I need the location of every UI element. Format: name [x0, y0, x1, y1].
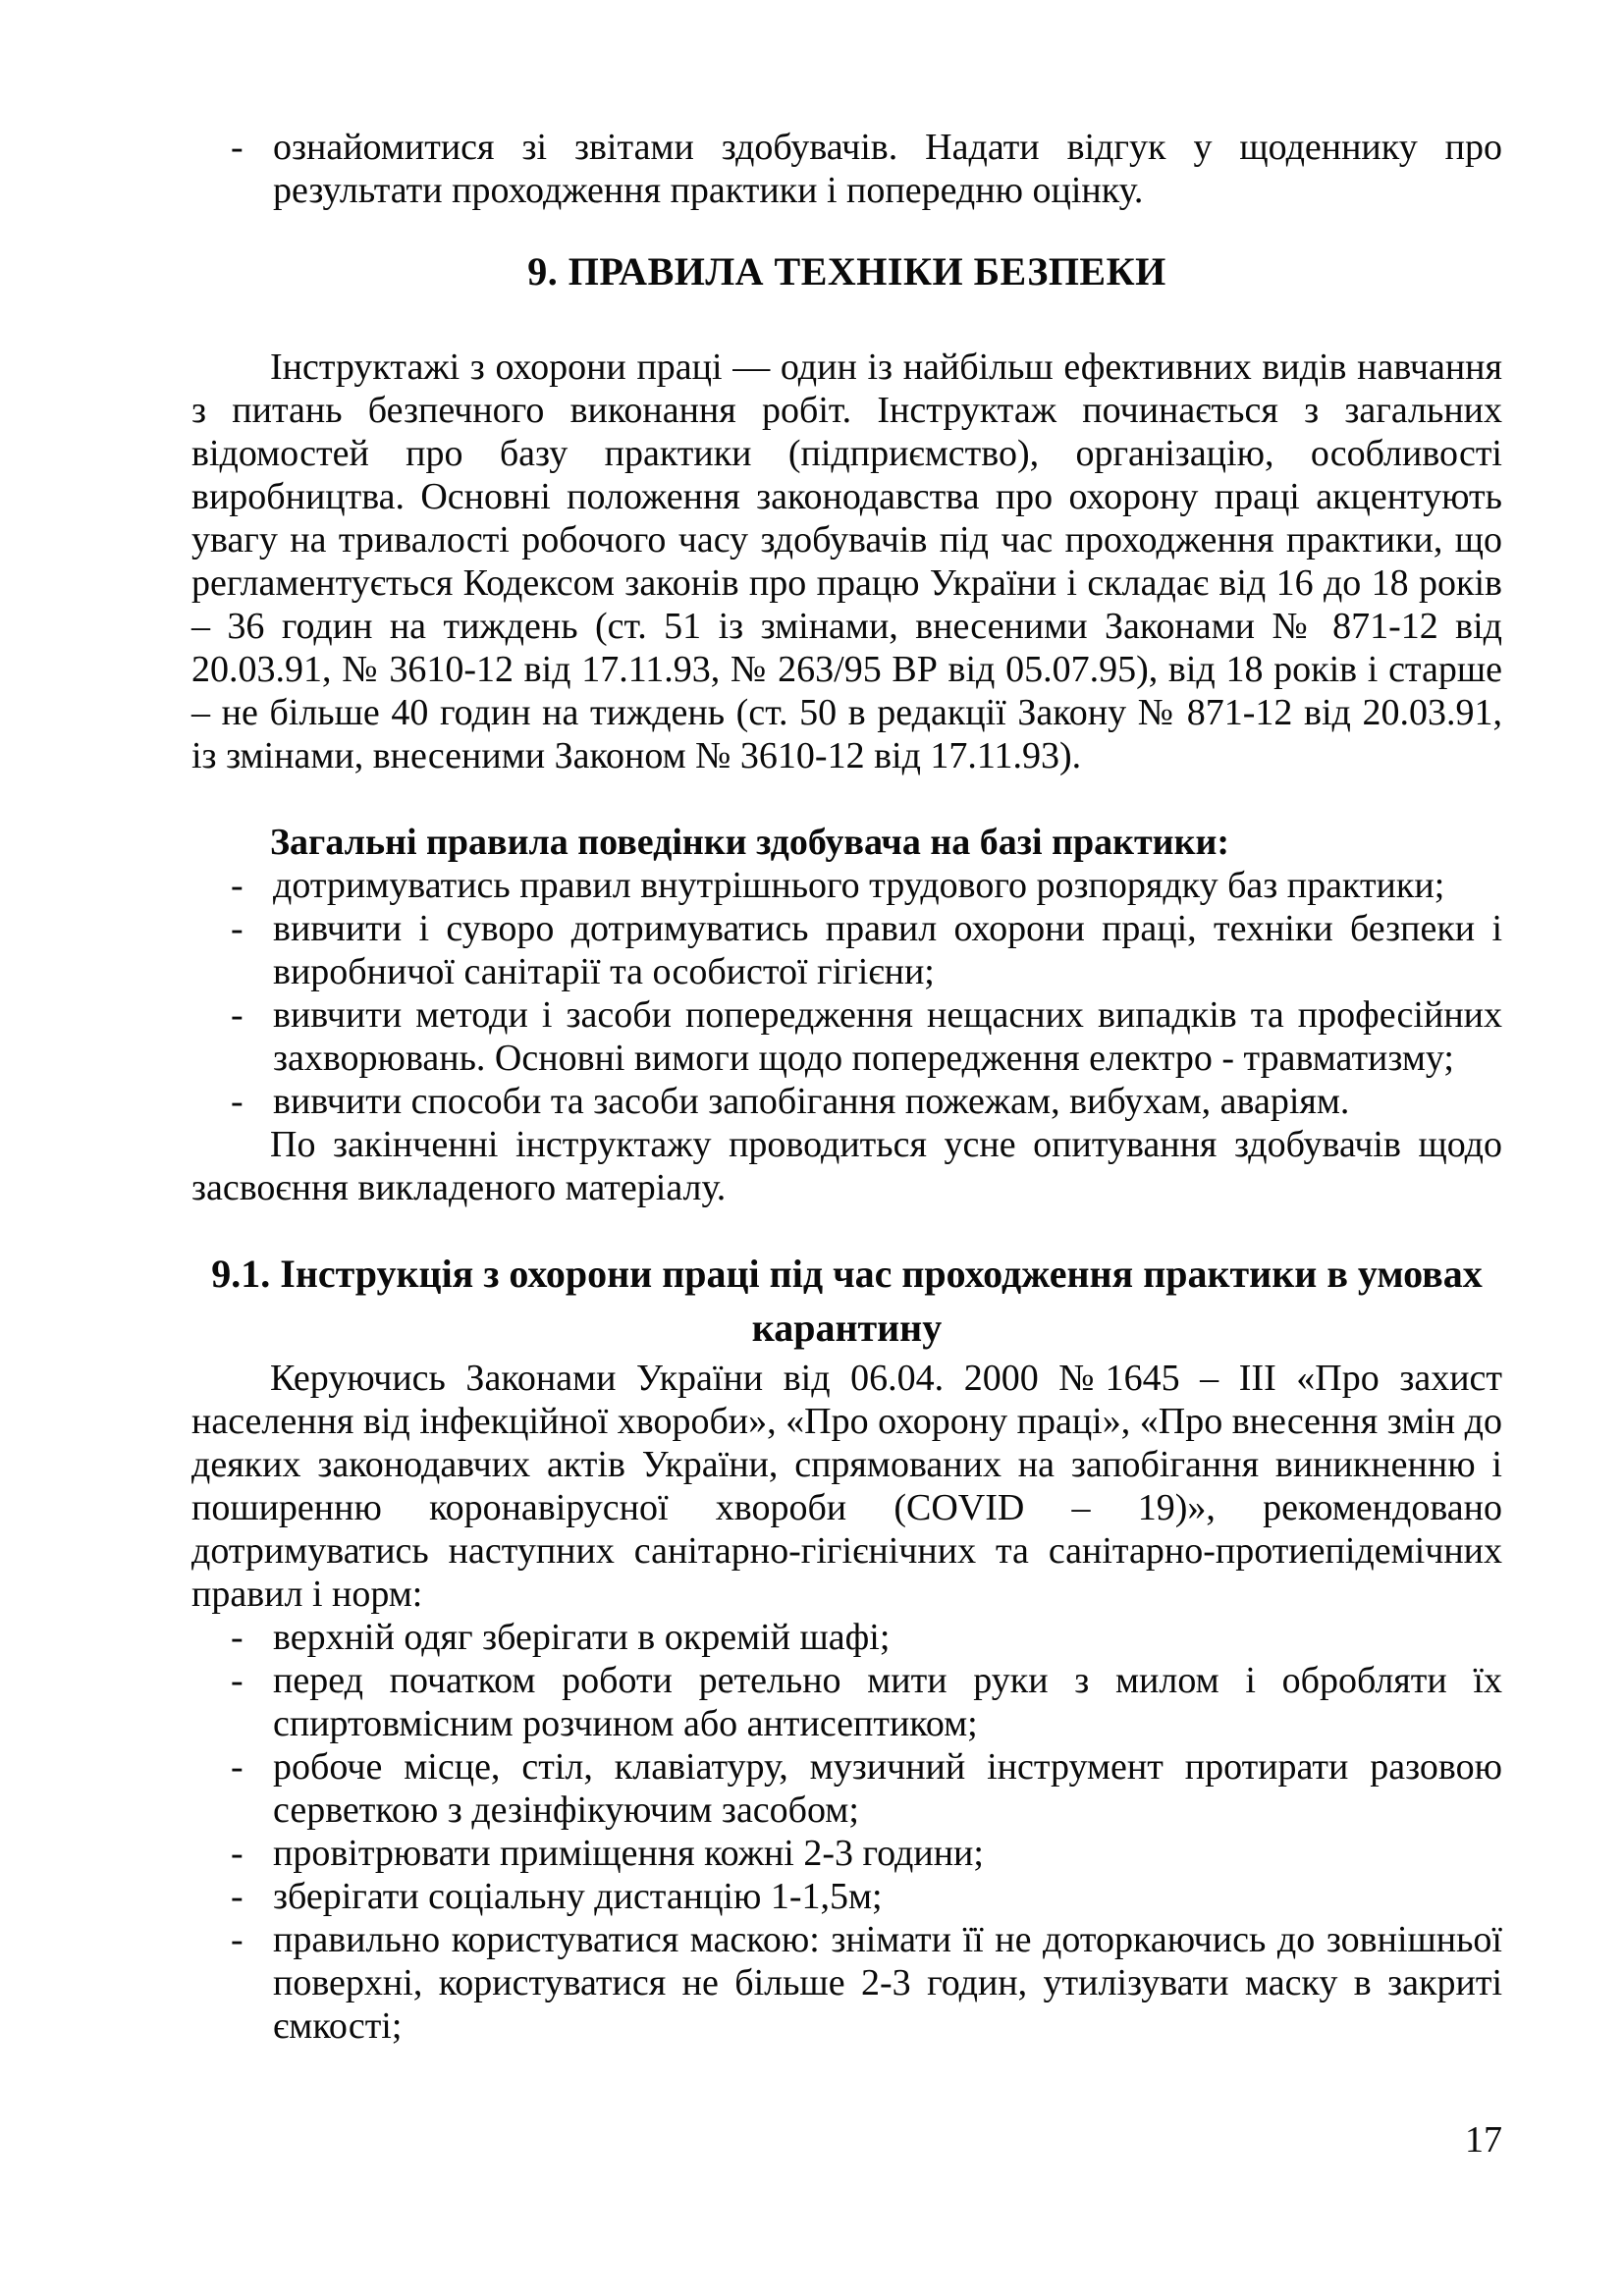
list-item — [191, 1616, 1502, 1659]
list-item-text: правильно користуватися маскою: знімати її не доторкаючись до зовнішньої поверхні, користуватися не більше 2-3 годин, утилізувати маску в закриті ємкості; — [273, 1919, 1502, 2047]
dash-bullet: - — [231, 1833, 244, 1874]
list-item — [191, 1875, 1502, 1918]
list-item — [191, 864, 1502, 907]
dash-bullet: - — [231, 1617, 244, 1658]
list-item-text: провітрювати приміщення кожні 2-3 години; — [273, 1833, 984, 1874]
dash-bullet: - — [231, 1919, 244, 1960]
list-item — [191, 1080, 1502, 1123]
dash-bullet: - — [231, 1081, 244, 1122]
dash-bullet: - — [231, 127, 244, 168]
list-item-text: зберігати соціальну дистанцію 1-1,5м; — [273, 1876, 883, 1917]
general-rules-heading: Загальні правила поведінки здобувача на базі практики: — [270, 822, 1230, 863]
list-item-text: дотримуватись правил внутрішнього трудового розпорядку баз практики; — [273, 865, 1445, 906]
general-rules-list — [191, 864, 1502, 1123]
page-number: 17 — [1465, 2119, 1502, 2161]
dash-bullet: - — [231, 1746, 244, 1788]
list-item — [191, 1659, 1502, 1745]
list-item-text: вивчити методи і засоби попередження нещасних випадків та професійних захворювань. Основні вимоги щодо попередження електро - травматизму; — [273, 994, 1502, 1079]
section-9-1-paragraph: Керуючись Законами України від 06.04. 2000 №1645 – ІІІ «Про захист населення від інфекційної хвороби», «Про охорону праці», «Про внесення змін до деяких законодавчих актів України, спрямованих на запобігання виникненню і поширенню коронавірусної хвороби (COVID – 19)», рекомендовано дотримуватись наступних санітарно-гігієнічних та санітарно-протиепідемічних правил і норм: — [191, 1358, 1502, 1615]
list-item-text: вивчити і суворо дотримуватись правил охорони праці, техніки безпеки і виробничої санітарії та особистої гігієни; — [273, 908, 1502, 992]
dash-bullet: - — [231, 908, 244, 949]
quarantine-rules-list — [191, 1616, 1502, 2048]
section-9-1-title: 9.1. Інструкція з охорони праці під час проходження практики в умовах карантину — [211, 1252, 1483, 1350]
section-9-closing-paragraph: По закінченні інструктажу проводиться усне опитування здобувачів щодо засвоєння викладеного матеріалу. — [191, 1124, 1502, 1208]
list-item — [191, 1832, 1502, 1875]
list-item-text: перед початком роботи ретельно мити руки з милом і обробляти їх спиртовмісним розчином або антисептиком; — [273, 1660, 1502, 1744]
list-item — [191, 1745, 1502, 1832]
section-9-title: 9. ПРАВИЛА ТЕХНІКИ БЕЗПЕКИ — [527, 249, 1166, 294]
list-item-text: верхній одяг зберігати в окремій шафі; — [273, 1617, 891, 1658]
dash-bullet: - — [231, 994, 244, 1036]
intro-list-item-text: ознайомитися зі звітами здобувачів. Надати відгук у щоденнику про результати проходження практики і попередню оцінку. — [273, 127, 1502, 211]
intro-list-item — [191, 126, 1502, 212]
list-item — [191, 907, 1502, 993]
section-9-paragraph: Інструктажі з охорони праці — один із найбільш ефективних видів навчання з питань безпечного виконання робіт. Інструктаж починається з загальних відомостей про базу практики (підприємство), організацію, особливості виробництва. Основні положення законодавства про охорону праці акцентують увагу на тривалості робочого часу здобувачів під час проходження практики, що регламентується Кодексом законів про працю України і складає від 16 до 18 років – 36 годин на тиждень (ст. 51 із змінами, внесеними Законами № 871-12 від 20.03.91, № 3610-12 від 17.11.93, № 263/95 ВР від 05.07.95), від 18 років і старше – не більше 40 годин на тиждень (ст. 50 в редакції Закону № 871-12 від 20.03.91, із змінами, внесеними Законом № 3610-12 від 17.11.93). — [191, 347, 1502, 776]
list-item — [191, 1918, 1502, 2048]
dash-bullet: - — [231, 865, 244, 906]
list-item — [191, 993, 1502, 1080]
dash-bullet: - — [231, 1660, 244, 1701]
dash-bullet: - — [231, 1876, 244, 1917]
list-item-text: вивчити способи та засоби запобігання пожежам, вибухам, аваріям. — [273, 1081, 1350, 1122]
list-item-text: робоче місце, стіл, клавіатуру, музичний інструмент протирати разовою серветкою з дезінфікуючим засобом; — [273, 1746, 1502, 1831]
